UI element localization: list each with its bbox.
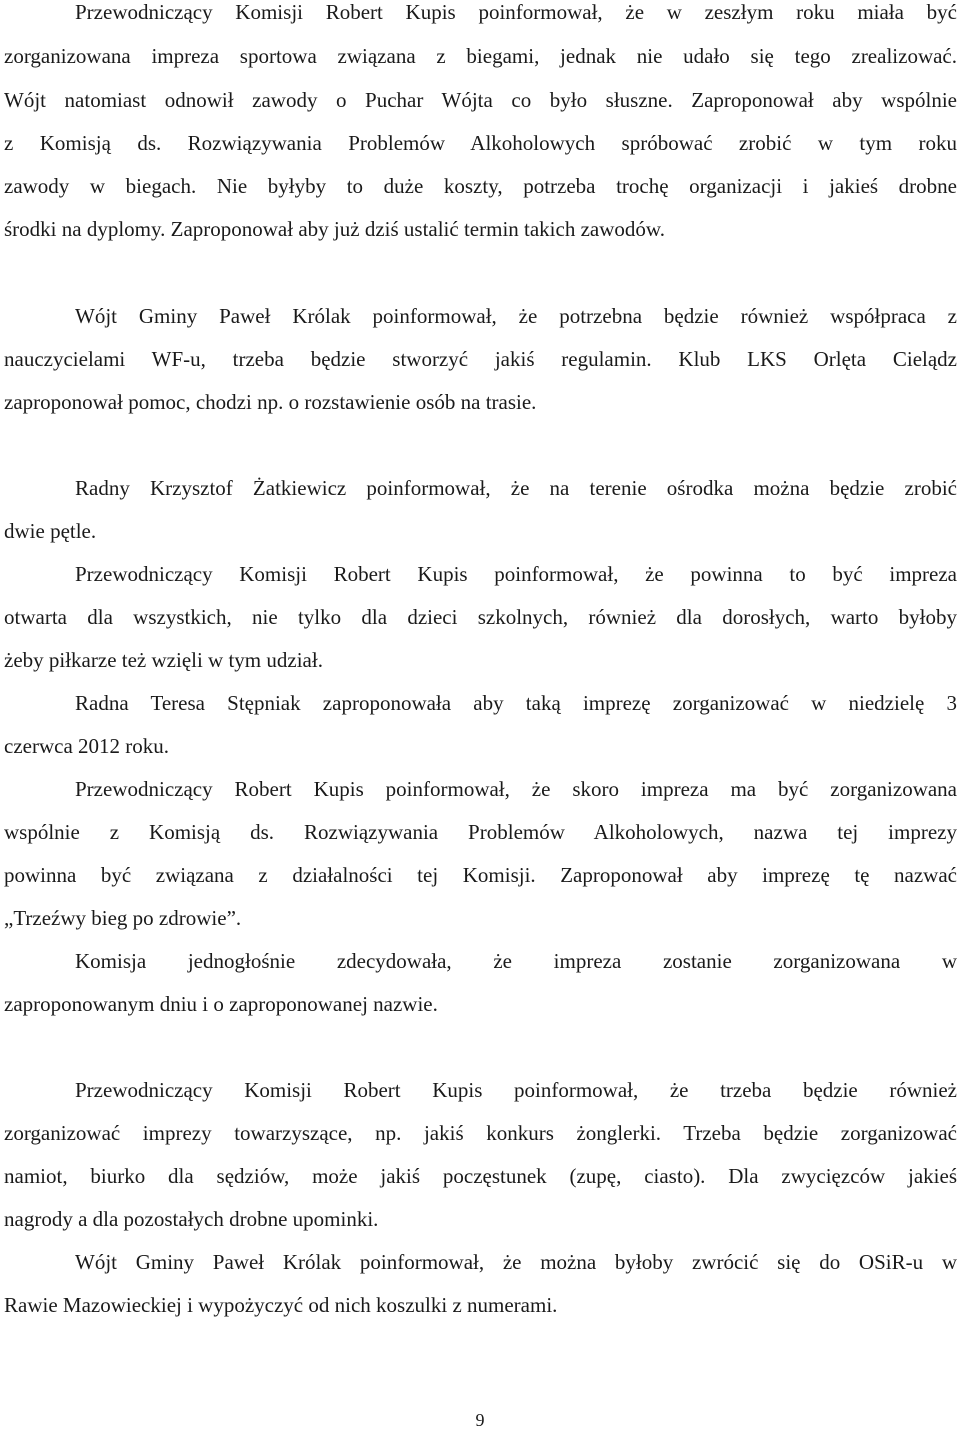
paragraph-7-line-1: Komisja jednogłośnie zdecydowała, że impreza zostanie zorganizowana w xyxy=(75,949,957,973)
paragraph-8-line-3: namiot, biurko dla sędziów, może jakiś poczęstunek (zupę, ciasto). Dla zwycięzców jakieś xyxy=(4,1164,957,1188)
paragraph-2-line-1: Wójt Gminy Paweł Królak poinformował, że potrzebna będzie również współpraca z xyxy=(75,304,957,328)
paragraph-6-line-1: Przewodniczący Robert Kupis poinformował, że skoro impreza ma być zorganizowana xyxy=(75,777,957,801)
paragraph-3-line-2: dwie pętle. xyxy=(4,519,97,543)
paragraph-9-line-2: Rawie Mazowieckiej i wypożyczyć od nich koszulki z numerami. xyxy=(4,1293,558,1317)
paragraph-7-line-2: zaproponowanym dniu i o zaproponowanej nazwie. xyxy=(4,992,438,1016)
paragraph-8-line-4: nagrody a dla pozostałych drobne upominki. xyxy=(4,1207,379,1231)
paragraph-6-line-4: „Trzeźwy bieg po zdrowie”. xyxy=(4,906,242,930)
paragraph-6-line-3: powinna być związana z działalności tej Komisji. Zaproponował aby imprezę tę nazwać xyxy=(4,863,957,887)
paragraph-1-line-6: środki na dyplomy. Zaproponował aby już dziś ustalić termin takich zawodów. xyxy=(4,217,665,241)
paragraph-1-line-5: zawody w biegach. Nie byłyby to duże koszty, potrzeba trochę organizacji i jakieś drobne xyxy=(4,174,957,198)
paragraph-1-line-2: zorganizowana impreza sportowa związana z biegami, jednak nie udało się tego zrealizować. xyxy=(4,44,957,68)
paragraph-1-line-3: Wójt natomiast odnowił zawody o Puchar Wójta co było słuszne. Zaproponował aby wspólnie xyxy=(4,88,957,112)
paragraph-4-line-2: otwarta dla wszystkich, nie tylko dla dzieci szkolnych, również dla dorosłych, warto byłoby xyxy=(4,605,957,629)
paragraph-3-line-1: Radny Krzysztof Żatkiewicz poinformował, że na terenie ośrodka można będzie zrobić xyxy=(75,476,957,500)
paragraph-4-line-3: żeby piłkarze też wzięli w tym udział. xyxy=(4,648,323,672)
paragraph-8-line-2: zorganizować imprezy towarzyszące, np. jakiś konkurs żonglerki. Trzeba będzie zorganizować xyxy=(4,1121,957,1145)
paragraph-9-line-1: Wójt Gminy Paweł Królak poinformował, że można byłoby zwrócić się do OSiR-u w xyxy=(75,1250,957,1274)
paragraph-8-line-1: Przewodniczący Komisji Robert Kupis poinformował, że trzeba będzie również xyxy=(75,1078,957,1102)
paragraph-1-line-4: z Komisją ds. Rozwiązywania Problemów Alkoholowych spróbować zrobić w tym roku xyxy=(4,131,957,155)
paragraph-2-line-2: nauczycielami WF-u, trzeba będzie stworzyć jakiś regulamin. Klub LKS Orlęta Cielądz xyxy=(4,347,957,371)
paragraph-4-line-1: Przewodniczący Komisji Robert Kupis poinformował, że powinna to być impreza xyxy=(75,562,957,586)
paragraph-6-line-2: wspólnie z Komisją ds. Rozwiązywania Problemów Alkoholowych, nazwa tej imprezy xyxy=(4,820,957,844)
paragraph-1-line-1: Przewodniczący Komisji Robert Kupis poinformował, że w zeszłym roku miała być xyxy=(75,0,957,24)
paragraph-2-line-3: zaproponował pomoc, chodzi np. o rozstawienie osób na trasie. xyxy=(4,390,537,414)
page-number: 9 xyxy=(475,1410,485,1430)
paragraph-5-line-1: Radna Teresa Stępniak zaproponowała aby taką imprezę zorganizować w niedzielę 3 xyxy=(75,691,957,715)
paragraph-5-line-2: czerwca 2012 roku. xyxy=(4,734,170,758)
